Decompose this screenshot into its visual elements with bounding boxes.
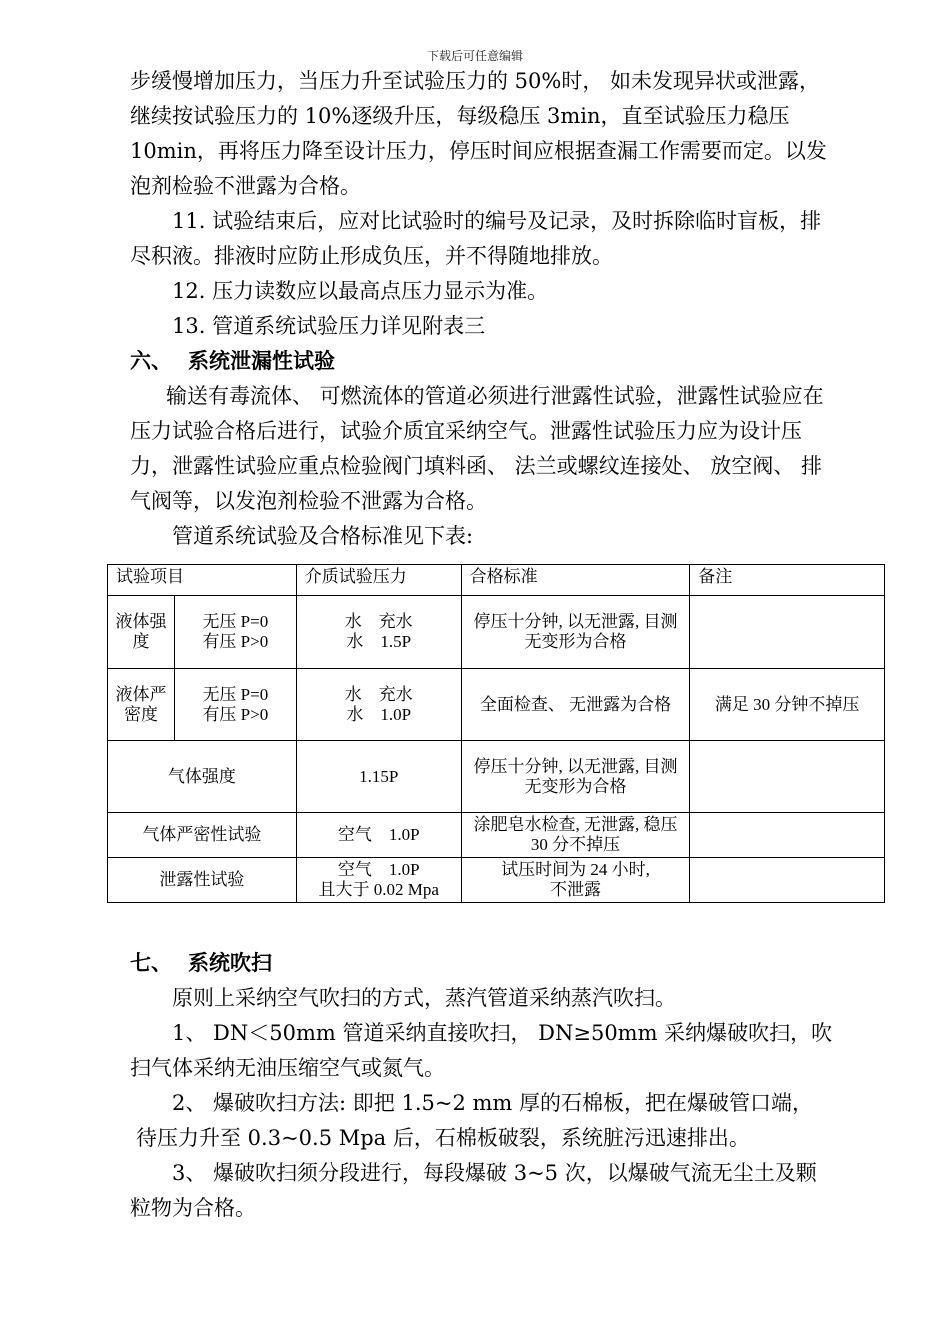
top-text-block xyxy=(130,64,835,554)
header-cell: 合格标准 xyxy=(461,565,690,596)
header-cell: 备注 xyxy=(690,565,885,596)
section-number: 七、 xyxy=(130,951,172,975)
medium-line: 水 充水 xyxy=(344,612,413,631)
item-cell: 气体严密性试验 xyxy=(108,813,297,858)
paragraph: 输送有毒流体、 可燃流体的管道必须进行泄露性试验，泄露性试验应在压力试验合格后进行，试验介质宜采纳空气。泄露性试验压力应为设计压力，泄露性试验应重点检验阀门填料函、 法兰或螺纹连接处、 放空阀、 排气阀等，以发泡剂检验不泄露为合格。 xyxy=(130,384,824,513)
paragraph: 待压力升至 0.3~0.5 Mpa 后，石棉板破裂，系统脏污迅速排出。 xyxy=(136,1126,750,1150)
bottom-text-block xyxy=(130,946,835,1226)
standard-line: 不泄露 xyxy=(549,880,601,899)
standard-cell: 停压十分钟, 以无泄露, 目测无变形为合格 xyxy=(461,741,690,813)
sub-line: 无压 P=0 xyxy=(202,612,269,631)
medium-line: 水 1.5P xyxy=(346,632,412,651)
section-title: 系统吹扫 xyxy=(188,951,272,975)
note-cell xyxy=(690,741,885,813)
medium-cell xyxy=(296,596,461,669)
medium-cell xyxy=(296,669,461,741)
standard-line: 试压时间为 24 小时, xyxy=(501,860,650,879)
section-title: 系统泄漏性试验 xyxy=(188,349,335,373)
medium-cell: 1.15P xyxy=(296,741,461,813)
medium-line: 水 1.0P xyxy=(346,704,412,724)
sub-line: 无压 P=0 xyxy=(202,684,269,704)
paragraph: 步缓慢增加压力，当压力升至试验压力的 50%时， 如未发现异状或泄露，继续按试验压力的 10%逐级升压，每级稳压 3min，直至试验压力稳压 10min，再将压力降至设计压力，停压时间应根据查漏工作需要而定。以发泡剂检验不泄露为合格。 xyxy=(130,69,827,198)
page-header: 下载后可任意编辑 xyxy=(426,49,523,63)
section-heading xyxy=(130,946,835,981)
paragraph: 2、 爆破吹扫方法: 即把 1.5~2 mm 厚的石棉板，把在爆破管口端， xyxy=(172,1091,813,1115)
test-standard-table xyxy=(107,564,885,903)
paragraph: 3、 爆破吹扫须分段进行，每段爆破 3~5 次，以爆破气流无尘土及颗粒物为合格。 xyxy=(130,1161,817,1220)
table-row xyxy=(108,858,885,903)
standard-cell xyxy=(461,858,690,903)
medium-line: 空气 1.0P xyxy=(337,860,420,879)
medium-cell xyxy=(296,858,461,903)
standard-cell: 涂肥皂水检查, 无泄露, 稳压 30 分不掉压 xyxy=(461,813,690,858)
item-cell: 液体强度 xyxy=(108,596,175,669)
header-cell: 介质试验压力 xyxy=(296,565,461,596)
table-row xyxy=(108,813,885,858)
table-row xyxy=(108,741,885,813)
section-heading xyxy=(130,344,835,379)
sub-cell xyxy=(174,669,296,741)
sub-cell xyxy=(174,596,296,669)
paragraph: 11. 试验结束后，应对比试验时的编号及记录，及时拆除临时盲板，排尽积液。排液时应防止形成负压，并不得随地排放。 xyxy=(130,209,822,268)
medium-line: 且大于 0.02 Mpa xyxy=(318,880,439,899)
item-cell: 液体严密度 xyxy=(108,669,175,741)
item-cell: 气体强度 xyxy=(108,741,297,813)
table-row xyxy=(108,669,885,741)
paragraph: 1、 DN＜50mm 管道采纳直接吹扫， DN≥50mm 采纳爆破吹扫，吹扫气体采纳无油压缩空气或氮气。 xyxy=(130,1021,833,1080)
standard-cell: 全面检查、 无泄露为合格 xyxy=(461,669,690,741)
sub-line: 有压 P>0 xyxy=(202,704,269,724)
standard-cell: 停压十分钟, 以无泄露, 目测无变形为合格 xyxy=(461,596,690,669)
header-cell: 试验项目 xyxy=(108,565,297,596)
note-cell xyxy=(690,813,885,858)
paragraph: 12. 压力读数应以最高点压力显示为准。 xyxy=(172,279,549,303)
section-number: 六、 xyxy=(130,349,172,373)
note-cell: 满足 30 分钟不掉压 xyxy=(690,669,885,741)
note-cell xyxy=(690,596,885,669)
medium-line: 水 充水 xyxy=(344,684,413,704)
item-cell: 泄露性试验 xyxy=(108,858,297,903)
paragraph: 原则上采纳空气吹扫的方式，蒸汽管道采纳蒸汽吹扫。 xyxy=(172,986,676,1010)
sub-line: 有压 P>0 xyxy=(202,632,269,651)
table-header-row xyxy=(108,565,885,596)
paragraph: 管道系统试验及合格标准见下表: xyxy=(172,524,474,548)
note-cell xyxy=(690,858,885,903)
medium-cell: 空气 1.0P xyxy=(296,813,461,858)
table-row xyxy=(108,596,885,669)
paragraph: 13. 管道系统试验压力详见附表三 xyxy=(172,314,486,338)
